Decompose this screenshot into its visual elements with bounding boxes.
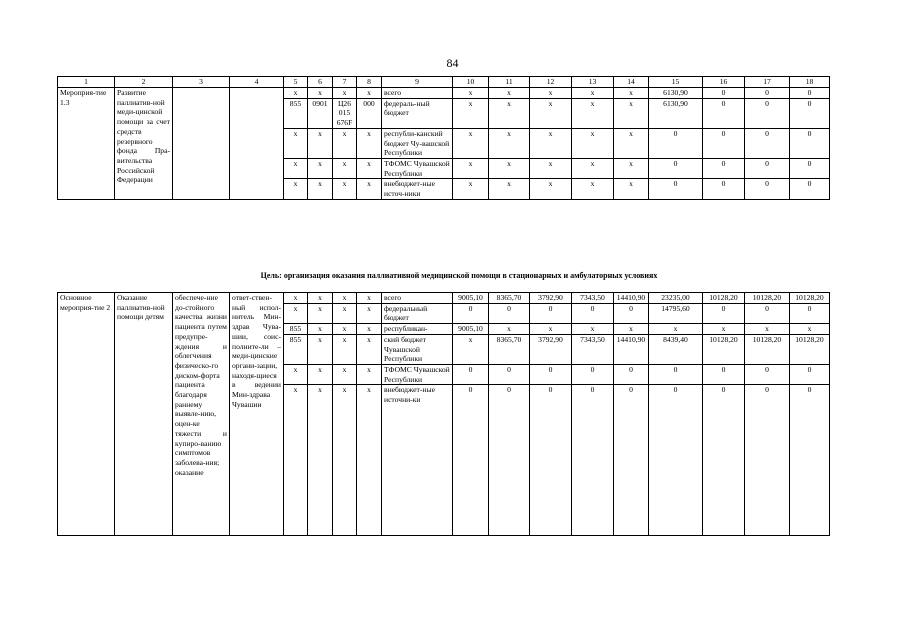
cell-c17: 0 [745,158,790,178]
cell-c5: x [284,293,308,304]
cell-c17: 10128,20 [745,334,790,364]
cell-c16: x [703,324,745,335]
cell-c18: 0 [790,303,830,323]
cell-c10: x [453,158,489,178]
header-cell: 7 [333,77,357,88]
cell-c15: 0 [649,179,703,199]
cell-c17: 0 [745,128,790,158]
cell-c6: x [308,385,333,536]
cell-c12: x [530,128,572,158]
cell-c15: 6130,90 [649,88,703,99]
cell-c10: 9005,10 [453,324,489,335]
goal-heading: Цель: организация оказания паллиативной медицинской помощи в стационарных и амбулаторных условиях [260,271,658,280]
cell-c15: 14795,60 [649,303,703,323]
cell-c5: x [284,88,308,99]
cell-c8: x [357,179,382,199]
header-cell: 9 [382,77,453,88]
cell-c8: x [357,324,382,335]
cell-c18: 10128,20 [790,293,830,304]
funding-source: республикан- [382,324,453,335]
header-cell: 17 [745,77,790,88]
cell-c18: 10128,20 [790,334,830,364]
cell-c6: 0901 [308,98,333,128]
cell-c7: x [333,179,357,199]
cell-c10: x [453,334,489,364]
cell-c13: 7343,50 [572,334,614,364]
cell-c11: 8365,70 [489,293,530,304]
cell-c14: 14410,90 [614,334,649,364]
header-cell: 4 [230,77,284,88]
cell-c10: x [453,128,489,158]
cell-c12: 0 [530,303,572,323]
cell-c11: x [489,128,530,158]
header-cell: 10 [453,77,489,88]
cell-c11: x [489,88,530,99]
cell-c16: 0 [703,158,745,178]
cell-c16: 0 [703,364,745,384]
cell-c17: 0 [745,88,790,99]
cell-c7: x [333,158,357,178]
cell-c11: x [489,324,530,335]
cell-c13: x [572,324,614,335]
cell-c11: 8365,70 [489,334,530,364]
header-cell: 15 [649,77,703,88]
cell-c17: 10128,20 [745,293,790,304]
cell-c6: x [308,293,333,304]
header-cell: 8 [357,77,382,88]
cell-c10: 9005,10 [453,293,489,304]
cell-c13: x [572,179,614,199]
cell-c10: 0 [453,364,489,384]
cell-c5: 855 [284,98,308,128]
cell-c5: x [284,385,308,536]
cell-c10: 0 [453,303,489,323]
cell-c15: 6130,90 [649,98,703,128]
cell-c16: 0 [703,385,745,536]
cell-c18: 0 [790,364,830,384]
cell-c7: x [333,334,357,364]
cell-c7: x [333,385,357,536]
cell-c16: 10128,20 [703,293,745,304]
header-cell: 5 [284,77,308,88]
cell-c8: x [357,334,382,364]
cell-c6: x [308,179,333,199]
measure-executor [230,88,284,200]
cell-c10: x [453,98,489,128]
cell-c18: 0 [790,98,830,128]
cell-c7: Ц26 015 676F [333,98,357,128]
funding-source: федеральный бюджет [382,303,453,323]
cell-c8: x [357,364,382,384]
cell-c7: x [333,303,357,323]
funding-source: ТФОМС Чувашской Республики [382,364,453,384]
cell-c6: x [308,334,333,364]
measure-code: Мероприя-тие 1.3 [58,88,115,200]
cell-c5: 855 [284,324,308,335]
cell-c7: x [333,293,357,304]
funding-source: республи-канский бюджет Чу-вашской Республики [382,128,453,158]
main-measure-2-table [57,292,830,536]
cell-c14: 0 [614,364,649,384]
measure-title: Оказание паллиатив-ной помощи детям [115,293,173,536]
cell-c18: 0 [790,88,830,99]
cell-c6: x [308,364,333,384]
cell-c11: 0 [489,303,530,323]
cell-c6: x [308,128,333,158]
cell-c16: 0 [703,98,745,128]
cell-c10: x [453,179,489,199]
cell-c17: 0 [745,364,790,384]
header-cell: 14 [614,77,649,88]
cell-c15: 0 [649,128,703,158]
cell-c12: 0 [530,385,572,536]
measure-task: обеспече-ние до-стойного качества жизни пациента путем предупре-ждения и облегчения физическо-го диском-форта пациента благодаря раннему выявле-нию, оцен-ке тяжести и купиро-ванию симптомов заболева-ния; оказание [173,293,230,536]
funding-source: ТФОМС Чувашской Республики [382,158,453,178]
header-cell: 18 [790,77,830,88]
cell-c11: x [489,98,530,128]
cell-c8: x [357,128,382,158]
funding-source: всего [382,88,453,99]
cell-c14: 14410,90 [614,293,649,304]
cell-c14: x [614,128,649,158]
cell-c6: x [308,324,333,335]
cell-c14: x [614,158,649,178]
cell-c8: 000 [357,98,382,128]
cell-c16: 0 [703,88,745,99]
table-row [58,88,830,99]
funding-source: ский бюджет Чувашской Республики [382,334,453,364]
cell-c15: 23235,00 [649,293,703,304]
column-number-row [58,77,830,88]
header-cell: 16 [703,77,745,88]
cell-c5: x [284,158,308,178]
cell-c8: x [357,158,382,178]
header-cell: 6 [308,77,333,88]
cell-c12: x [530,324,572,335]
cell-c14: x [614,324,649,335]
cell-c10: 0 [453,385,489,536]
header-cell: 11 [489,77,530,88]
measure-1-3-table [57,76,830,200]
cell-c16: 0 [703,128,745,158]
cell-c6: x [308,303,333,323]
cell-c12: 0 [530,364,572,384]
cell-c5: x [284,179,308,199]
header-cell: 13 [572,77,614,88]
cell-c12: x [530,98,572,128]
cell-c18: 0 [790,128,830,158]
cell-c10: x [453,88,489,99]
cell-c16: 10128,20 [703,334,745,364]
cell-c7: x [333,324,357,335]
header-cell: 12 [530,77,572,88]
measure-title: Развитие паллиатив-ной меди-цинской помощи за счет средств резервного фонда Пра-вительства Российской Федерации [115,88,173,200]
cell-c13: 7343,50 [572,293,614,304]
cell-c18: 0 [790,179,830,199]
cell-c7: x [333,88,357,99]
cell-c12: x [530,158,572,178]
cell-c13: 0 [572,385,614,536]
funding-source: внебюджет-ные источни-ки [382,385,453,536]
cell-c15: 0 [649,364,703,384]
cell-c18: x [790,324,830,335]
cell-c11: 0 [489,364,530,384]
cell-c6: x [308,158,333,178]
measure-task [173,88,230,200]
cell-c8: x [357,293,382,304]
cell-c17: 0 [745,98,790,128]
cell-c12: x [530,179,572,199]
cell-c15: 8439,40 [649,334,703,364]
cell-c18: 0 [790,158,830,178]
cell-c16: 0 [703,303,745,323]
cell-c8: x [357,303,382,323]
cell-c18: 0 [790,385,830,536]
cell-c14: 0 [614,385,649,536]
funding-source: внебюджет-ные источ-ники [382,179,453,199]
cell-c5: x [284,128,308,158]
cell-c14: x [614,179,649,199]
cell-c7: x [333,128,357,158]
cell-c13: 0 [572,364,614,384]
cell-c14: 0 [614,303,649,323]
cell-c8: x [357,88,382,99]
cell-c7: x [333,364,357,384]
cell-c5: x [284,364,308,384]
table-row [58,293,830,304]
cell-c12: x [530,88,572,99]
cell-c8: x [357,385,382,536]
cell-c14: x [614,88,649,99]
cell-c17: 0 [745,179,790,199]
cell-c17: 0 [745,385,790,536]
measure-executor: ответ-ствен-ный испол-нитель Мин-здрав Чува-шии, соис-полните-ли – меди-цинские органи-зации, находя-щиеся в ведении Мин-здрава Чувашии [230,293,284,536]
cell-c13: x [572,88,614,99]
header-cell: 2 [115,77,173,88]
cell-c11: x [489,158,530,178]
cell-c13: 0 [572,303,614,323]
cell-c13: x [572,158,614,178]
cell-c6: x [308,88,333,99]
cell-c12: 3792,90 [530,293,572,304]
cell-c13: x [572,98,614,128]
cell-c11: x [489,179,530,199]
header-cell: 1 [58,77,115,88]
measure-code: Основное мероприя-тие 2 [58,293,115,536]
funding-source: всего [382,293,453,304]
cell-c15: x [649,324,703,335]
cell-c11: 0 [489,385,530,536]
cell-c16: 0 [703,179,745,199]
cell-c14: x [614,98,649,128]
cell-c17: 0 [745,303,790,323]
cell-c17: x [745,324,790,335]
funding-source: федераль-ный бюджет [382,98,453,128]
cell-c5: 855 [284,334,308,364]
cell-c15: 0 [649,385,703,536]
cell-c13: x [572,128,614,158]
cell-c15: 0 [649,158,703,178]
cell-c5: x [284,303,308,323]
header-cell: 3 [173,77,230,88]
cell-c12: 3792,90 [530,334,572,364]
page-number: 84 [446,56,459,70]
